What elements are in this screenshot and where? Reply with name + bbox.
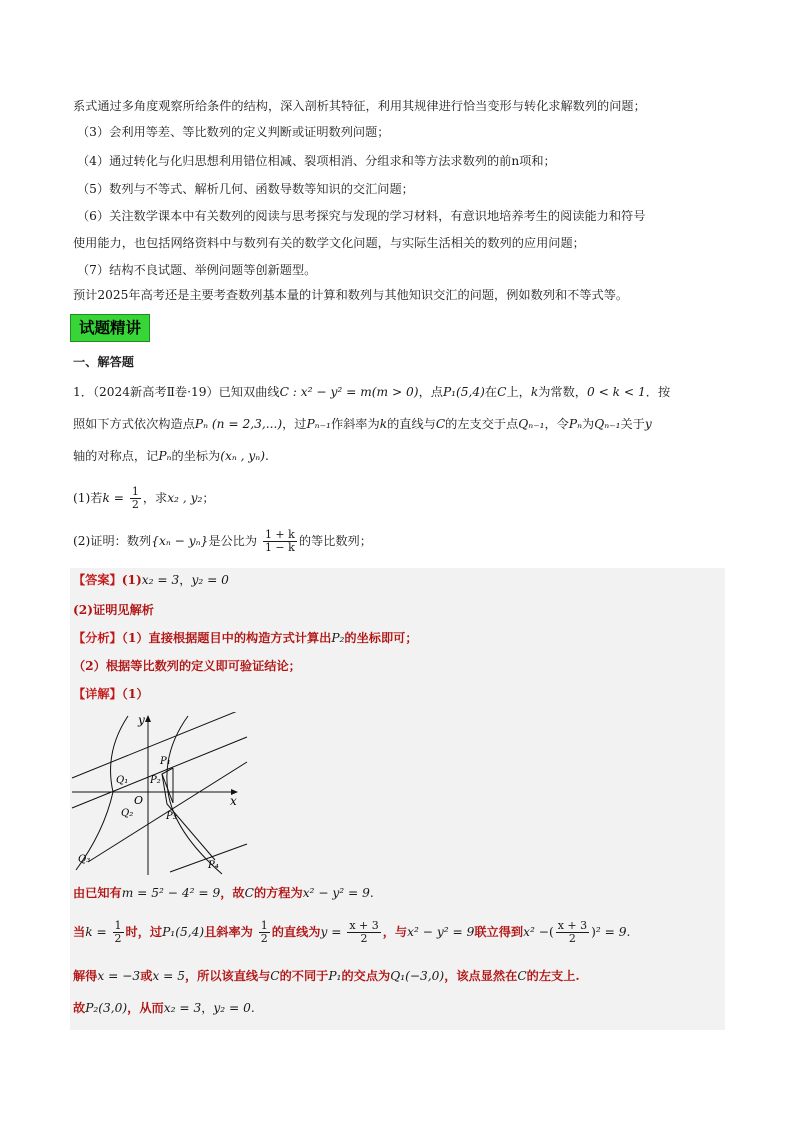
answer-part-2: (2)证明见解析 bbox=[73, 603, 154, 617]
fraction-slope: $\frac{1}{2}$ bbox=[260, 919, 268, 945]
question-line-1: 1．（2024新高考Ⅱ卷·19）已知双曲线C : x² − y² = m(m > 0)，点P₁(5,4)在C上，k为常数，0 < k < 1．按 bbox=[73, 385, 671, 399]
fraction-k: $\frac{1}{2}$ bbox=[114, 919, 122, 945]
slope-line-3 bbox=[72, 712, 240, 778]
fraction-one-half: $\frac{1}{2}$ bbox=[131, 485, 139, 511]
slope-line-1 bbox=[72, 737, 247, 808]
subquestion-1: (1)若k = $\frac{1}{2}$ ，求x₂ , y₂； bbox=[73, 485, 215, 511]
label-p2: P₂ bbox=[150, 775, 161, 786]
label-q2: Q₂ bbox=[121, 808, 134, 819]
intro-item-6: （6）关注数学课本中有关数列的阅读与思考探究与发现的学习材料，有意识地培养考生的阅读能力和符号 bbox=[77, 209, 646, 223]
intro-item-3: （3）会利用等差、等比数列的定义判断或证明数列问题； bbox=[77, 125, 390, 139]
x-axis-label: x bbox=[230, 794, 237, 808]
fraction-line: $\frac{x + 3}{2}$ bbox=[349, 919, 379, 945]
detail-heading: 【详解】（1） bbox=[73, 687, 149, 701]
intro-item-7: （7）结构不良试题、举例问题等创新题型。 bbox=[77, 263, 317, 277]
label-p3: P₃ bbox=[166, 811, 177, 822]
prediction-line: 预计2025年高考还是主要考查数列基本量的计算和数列与其他知识交汇的问题，例如数列和不等式等。 bbox=[73, 288, 629, 302]
question-line-3: 轴的对称点，记Pₙ的坐标为(xₙ , yₙ). bbox=[73, 449, 269, 463]
detail-line-1: 由已知有m = 5² − 4² = 9，故C的方程为x² − y² = 9. bbox=[73, 886, 374, 900]
answer-line: 【答案】(1)x₂ = 3，y₂ = 0 bbox=[73, 573, 229, 587]
y-axis-arrow bbox=[145, 715, 151, 722]
label-p1: P₁ bbox=[160, 756, 171, 767]
label-q3: Q₃ bbox=[78, 854, 91, 865]
intro-line: 系式通过多角度观察所给条件的结构，深入剖析其特征，利用其规律进行恰当变形与转化求解数列的问题； bbox=[73, 99, 646, 113]
label-q1: Q₁ bbox=[116, 775, 129, 786]
detail-line-4: 故P₂(3,0)，从而x₂ = 3，y₂ = 0. bbox=[73, 1001, 255, 1015]
y-axis-label: y bbox=[138, 713, 145, 727]
analysis-line-2: （2）根据等比数列的定义即可验证结论； bbox=[73, 659, 301, 673]
fraction-ratio: $\frac{1 + k}{1 - k}$ bbox=[264, 528, 295, 554]
analysis-line-1: 【分析】（1）直接根据题目中的构造方式计算出P₂的坐标即可； bbox=[73, 631, 418, 645]
detail-line-3: 解得x = −3或x = 5，所以该直线与C的不同于P₁的交点为Q₁(−3,0)，该点显然在C的左支上. bbox=[73, 969, 580, 983]
detail-line-2: 当k = $\frac{1}{2}$ 时，过P₁(5,4)且斜率为 $\frac{1}{2}$ 的直线为y = $\frac{x + 3}{2}$ ，与x² − y² = 9联立得到x² −( $\frac{x + 3}{2}$ )² = 9. bbox=[73, 919, 631, 945]
intro-item-6-cont: 使用能力，也包括网络资料中与数列有关的数学文化问题，与实际生活相关的数列的应用问题； bbox=[73, 236, 585, 250]
hyperbola-figure bbox=[70, 712, 250, 877]
section-heading: 一、解答题 bbox=[73, 355, 134, 369]
subquestion-2: (2)证明：数列{xₙ − yₙ}是公比为 $\frac{1 + k}{1 - k}$ 的等比数列； bbox=[73, 528, 372, 554]
label-p4: P₄ bbox=[208, 860, 219, 871]
intro-item-5: （5）数列与不等式、解析几何、函数导数等知识的交汇问题； bbox=[77, 182, 414, 196]
question-line-2: 照如下方式依次构造点Pₙ (n = 2,3,...)，过Pₙ₋₁作斜率为k的直线与C的左支交于点Qₙ₋₁，令Pₙ为Qₙ₋₁关于y bbox=[73, 417, 652, 431]
reflection-segment bbox=[162, 774, 173, 803]
fraction-squared: $\frac{x + 3}{2}$ bbox=[557, 919, 588, 945]
hyperbola-left-branch bbox=[76, 716, 128, 870]
intro-item-4: （4）通过转化与化归思想利用错位相减、裂项相消、分组求和等方法求数列的前n项和； bbox=[77, 154, 556, 168]
origin-label: O bbox=[134, 794, 144, 807]
section-banner: 试题精讲 bbox=[70, 314, 150, 342]
